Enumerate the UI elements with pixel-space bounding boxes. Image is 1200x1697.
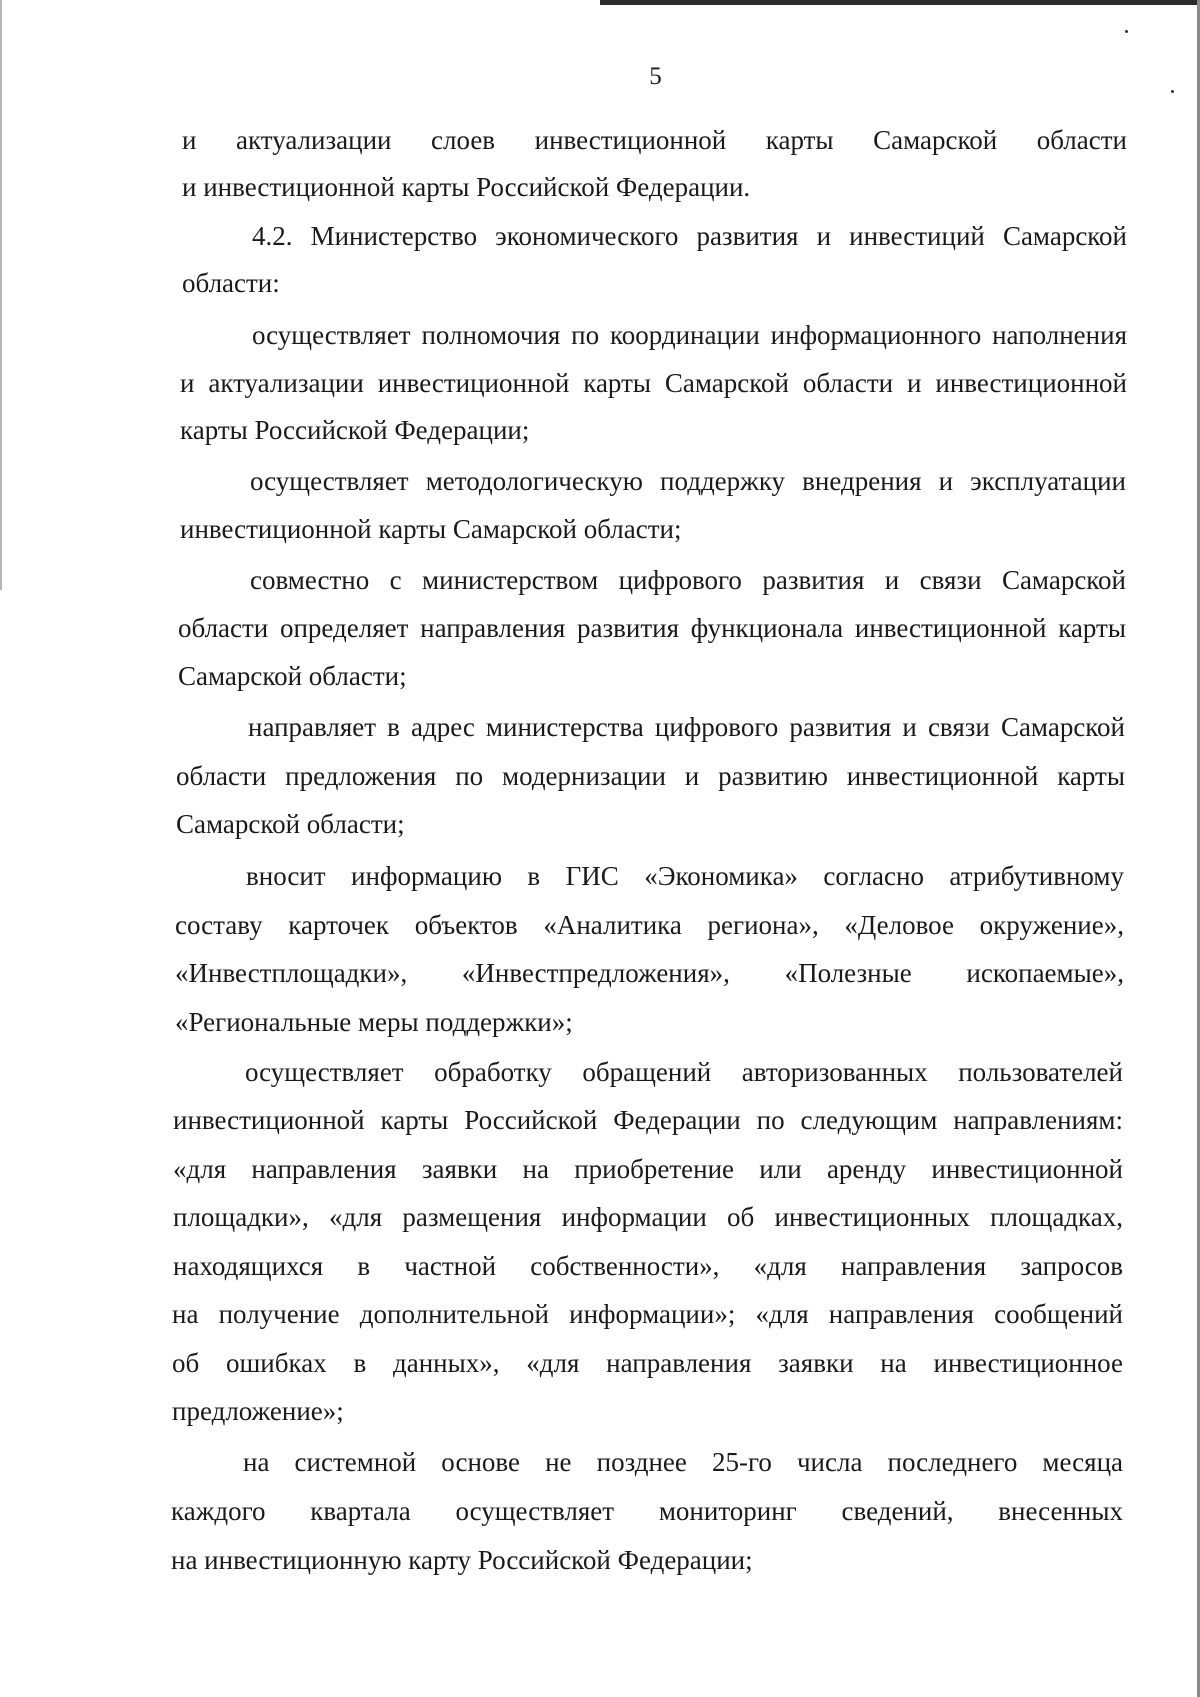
text-line: на инвестиционную карту Российской Федерации; [171, 1545, 753, 1575]
text-line: области предложения по модернизации и развитию инвестиционной карты [176, 761, 1125, 791]
text-line: осуществляет обработку обращений авторизованных пользователей [245, 1057, 1123, 1087]
text-line: «Инвестплощадки», «Инвестпредложения», «Полезные ископаемые», [175, 958, 1124, 988]
text-line: каждого квартала осуществляет мониторинг сведений, внесенных [171, 1496, 1123, 1526]
text-line: карты Российской Федерации; [180, 415, 530, 445]
text-line: осуществляет методологическую поддержку внедрения и эксплуатации [250, 466, 1126, 496]
text-line: и актуализации инвестиционной карты Самарской области и инвестиционной [180, 368, 1127, 398]
page-number: 5 [649, 63, 662, 90]
text-line: и инвестиционной карты Российской Федерации. [182, 172, 751, 202]
scan-speck [1125, 30, 1128, 33]
text-line: области: [182, 268, 280, 298]
text-line: осуществляет полномочия по координации информационного наполнения [252, 320, 1127, 350]
text-line: и актуализации слоев инвестиционной карты Самарской области [182, 125, 1127, 155]
text-line: «для направления заявки на приобретение или аренду инвестиционной [173, 1154, 1123, 1184]
text-line: на системной основе не позднее 25-го числа последнего месяца [243, 1447, 1123, 1477]
scan-top-edge [600, 0, 1200, 5]
text-line: вносит информацию в ГИС «Экономика» согласно атрибутивному [246, 861, 1124, 891]
text-line: находящихся в частной собственности», «для направления запросов [173, 1251, 1123, 1281]
text-line: об ошибках в данных», «для направления заявки на инвестиционное [172, 1348, 1123, 1378]
text-line: совместно с министерством цифрового развития и связи Самарской [250, 565, 1126, 595]
text-line: 4.2. Министерство экономического развития и инвестиций Самарской [252, 221, 1127, 251]
text-line: инвестиционной карты Самарской области; [180, 514, 682, 544]
text-line: инвестиционной карты Российской Федерации по следующим направлениям: [173, 1105, 1123, 1135]
text-line: Самарской области; [176, 809, 405, 839]
text-line: составу карточек объектов «Аналитика региона», «Деловое окружение», [175, 910, 1124, 940]
text-line: области определяет направления развития функционала инвестиционной карты [178, 613, 1126, 643]
text-line: предложение»; [172, 1396, 344, 1426]
text-line: на получение дополнительной информации»; «для направления сообщений [172, 1299, 1123, 1329]
text-line: площадки», «для размещения информации об инвестиционных площадках, [173, 1202, 1123, 1232]
text-line: «Региональные меры поддержки»; [175, 1007, 573, 1037]
text-line: направляет в адрес министерства цифрового развития и связи Самарской [248, 712, 1125, 742]
text-line: Самарской области; [178, 661, 407, 691]
